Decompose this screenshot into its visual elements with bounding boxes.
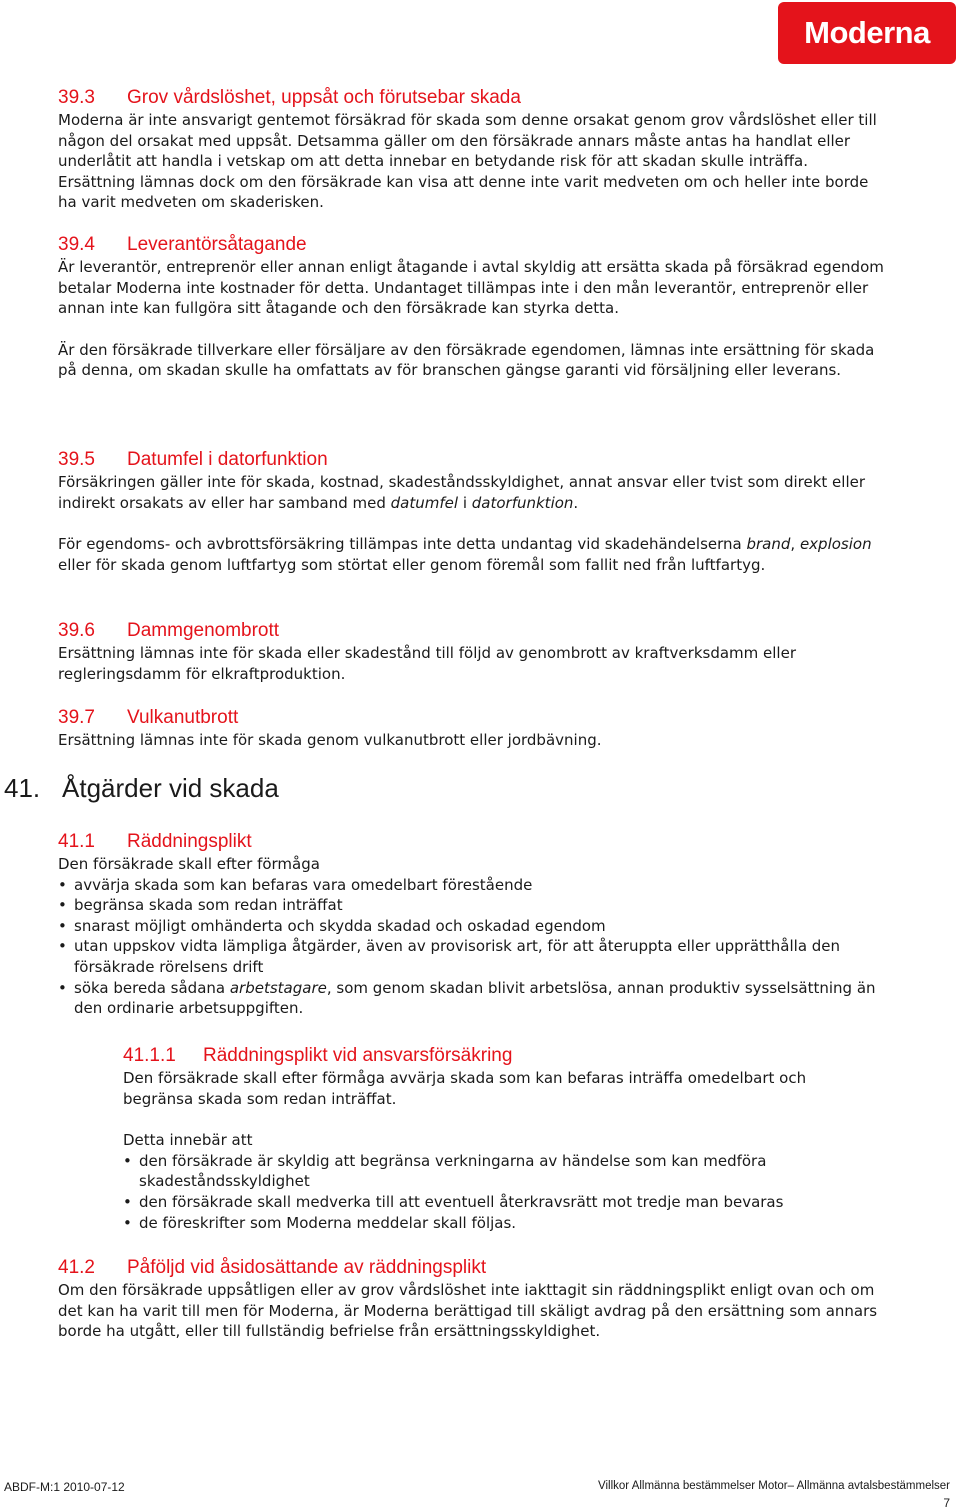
list-item: • den försäkrade är skyldig att begränsa verkningarna av händelse som kan medföra skadeståndsskyldighet xyxy=(123,1151,863,1192)
list-item: • avvärja skada som kan befaras vara omedelbart förestående xyxy=(58,875,888,896)
section-39-4 xyxy=(58,233,888,381)
list-item: • den försäkrade skall medverka till att eventuell återkravsrätt mot tredje man bevaras xyxy=(123,1192,863,1213)
bullet-list-41-1-1 xyxy=(123,1151,863,1233)
list-item: • snarast möjligt omhänderta och skydda skadad och oskadad egendom xyxy=(58,916,888,937)
moderna-logo: Moderna xyxy=(778,2,956,64)
heading-41-1-1: 41.1.1 Räddningsplikt vid ansvarsförsäkring xyxy=(123,1045,513,1066)
section-41-2 xyxy=(58,1256,888,1342)
footer-document-title: Villkor Allmänna bestämmelser Motor– Allmänna avtalsbestämmelser xyxy=(598,1480,950,1492)
heading-39-3: 39.3 Grov vårdslöshet, uppsåt och förutsebar skada xyxy=(58,87,521,108)
section-39-7 xyxy=(58,706,888,751)
paragraph-39-4-1: Är leverantör, entreprenör eller annan enligt åtagande i avtal skyldig att ersätta skada på försäkrad egendom betalar Moderna inte kostnader för detta. Undantaget tillämpas inte i den mån leverantör, entreprenör eller annan inte kan fullgöra sitt åtagande och den försäkrade kan styrka detta. xyxy=(58,258,884,318)
list-item: • begränsa skada som redan inträffat xyxy=(58,895,888,916)
section-39-6 xyxy=(58,619,888,684)
list-item: • utan uppskov vidta lämpliga åtgärder, även av provisorisk art, för att återuppta eller upprätthålla den försäkrade rörelsens drift xyxy=(58,936,888,977)
paragraph-39-5-1: Försäkringen gäller inte för skada, kostnad, skadeståndsskyldighet, annat ansvar eller tvist som direkt eller indirekt orsakats av eller har samband med datumfel i datorfunktion. xyxy=(58,473,866,512)
heading-41-1: 41.1 Räddningsplikt xyxy=(58,831,252,852)
list-item: • de föreskrifter som Moderna meddelar skall följas. xyxy=(123,1213,863,1234)
section-41-1 xyxy=(58,830,888,1019)
heading-39-4: 39.4 Leverantörsåtagande xyxy=(58,234,307,255)
bullet-list-41-1 xyxy=(58,875,888,1019)
paragraph-39-6: Ersättning lämnas inte för skada eller skadestånd till följd av genombrott av kraftverksdamm eller regleringsdamm för elkraftproduktion. xyxy=(58,644,796,683)
paragraph-39-7: Ersättning lämnas inte för skada genom vulkanutbrott eller jordbävning. xyxy=(58,731,602,749)
heading-39-6: 39.6 Dammgenombrott xyxy=(58,620,280,641)
section-39-3 xyxy=(58,86,888,213)
heading-41-2: 41.2 Påföljd vid åsidosättande av räddningsplikt xyxy=(58,1257,487,1278)
heading-39-5: 39.5 Datumfel i datorfunktion xyxy=(58,449,328,470)
paragraph-41-1-1-1: Den försäkrade skall efter förmåga avvärja skada som kan befaras inträffa omedelbart och begränsa skada som redan inträffat. xyxy=(123,1069,807,1108)
footer-document-id: ABDF-M:1 2010-07-12 xyxy=(4,1480,125,1494)
section-41-1-1 xyxy=(123,1044,863,1233)
chapter-heading-41: 41. Åtgärder vid skada xyxy=(4,773,279,803)
footer-page-number: 7 xyxy=(943,1496,950,1510)
paragraph-41-1-intro: Den försäkrade skall efter förmåga xyxy=(58,855,320,873)
list-item: • söka bereda sådana arbetstagare, som genom skadan blivit arbetslösa, annan produktiv sysselsättning än den ordinarie arbetsuppgiften. xyxy=(58,978,888,1019)
paragraph-41-2: Om den försäkrade uppsåtligen eller av grov vårdslöshet inte iakttagit sin räddningsplikt enligt ovan och om det kan ha varit till men för Moderna, är Moderna berättigad till skäligt avdrag på den ersättning som annars borde ha utgått, eller till fullständig befrielse från ersättningsskyldighet. xyxy=(58,1281,878,1341)
paragraph-39-5-2: För egendoms- och avbrottsförsäkring tillämpas inte detta undantag vid skadehändelserna brand, explosion eller för skada genom luftfartyg som störtat eller genom föremål som fallit ned från luftfartyg. xyxy=(58,535,872,574)
heading-39-7: 39.7 Vulkanutbrott xyxy=(58,707,239,728)
paragraph-39-3: Moderna är inte ansvarigt gentemot försäkrad för skada som denne orsakat genom grov vårdslöshet eller till någon del orsakat med uppsåt. Detsamma gäller om den försäkrade annars måste antas ha handlat eller underlåtit att handla i vetskap om att detta innebar en betydande risk för att skadan skulle inträffa. Ersättning lämnas dock om den försäkrade kan visa att denne inte varit medveten om och heller inte borde ha varit medveten om skaderisken. xyxy=(58,111,877,212)
paragraph-39-4-2: Är den försäkrade tillverkare eller försäljare av den försäkrade egendomen, lämnas inte ersättning för skada på denna, om skadan skulle ha omfattats av för branschen gängse garanti vid försäljning eller leverans. xyxy=(58,340,875,380)
paragraph-41-1-1-2: Detta innebär att xyxy=(123,1131,253,1150)
section-39-5 xyxy=(58,448,888,575)
